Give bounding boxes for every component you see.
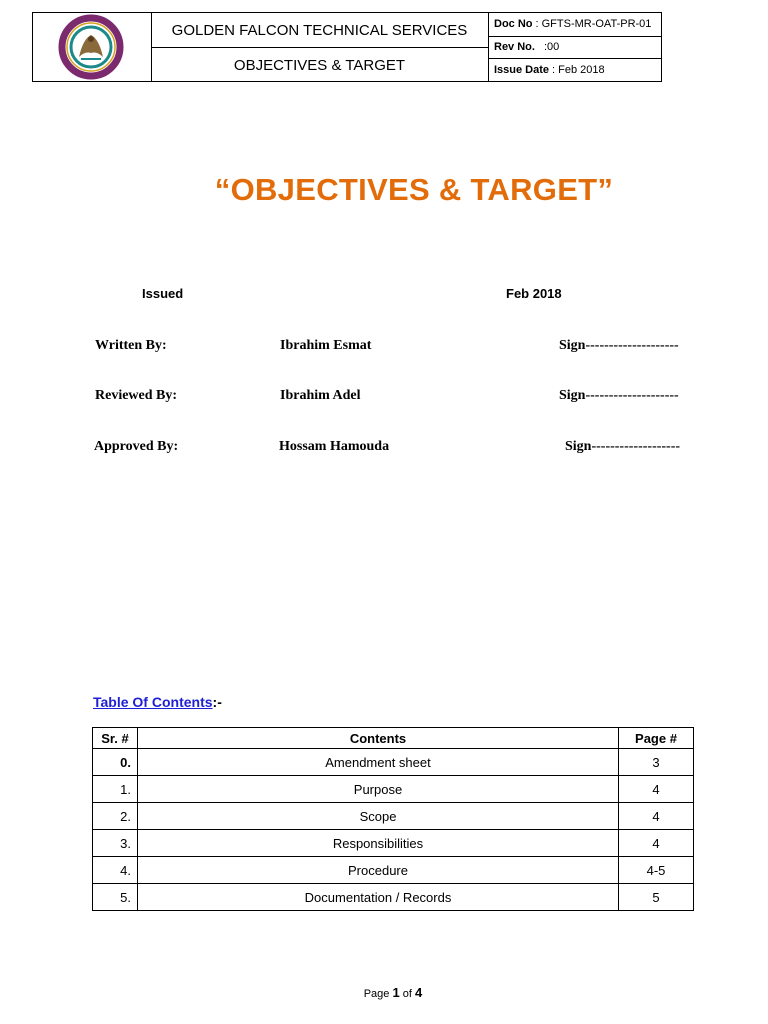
issued-value: Feb 2018 bbox=[506, 286, 562, 301]
toc-heading-suffix: :- bbox=[212, 694, 222, 710]
toc-heading-link[interactable]: Table Of Contents bbox=[93, 694, 213, 710]
toc-page: 4-5 bbox=[619, 857, 694, 884]
doc-no-value: : GFTS-MR-OAT-PR-01 bbox=[535, 18, 652, 31]
footer-current-page: 1 bbox=[392, 985, 400, 1000]
toc-page: 4 bbox=[619, 830, 694, 857]
table-row bbox=[93, 803, 694, 830]
company-logo bbox=[33, 13, 151, 81]
company-name: GOLDEN FALCON TECHNICAL SERVICES bbox=[151, 13, 488, 48]
footer-total-pages: 4 bbox=[415, 985, 423, 1000]
header-meta-cell bbox=[488, 13, 661, 81]
doc-no-row bbox=[488, 13, 661, 36]
col-contents: Contents bbox=[138, 728, 619, 749]
toc-content: Purpose bbox=[138, 776, 619, 803]
toc-content: Scope bbox=[138, 803, 619, 830]
approval-name: Ibrahim Esmat bbox=[280, 338, 372, 353]
table-row bbox=[93, 884, 694, 911]
approval-role: Reviewed By: bbox=[95, 388, 178, 403]
rev-no-label: Rev No. bbox=[494, 41, 535, 54]
col-page: Page # bbox=[619, 728, 694, 749]
toc-page: 4 bbox=[619, 803, 694, 830]
toc-content: Amendment sheet bbox=[138, 749, 619, 776]
page-footer bbox=[0, 985, 768, 1000]
doc-no-label: Doc No bbox=[494, 18, 533, 31]
footer-of: of bbox=[402, 988, 412, 1000]
toc-sr: 4. bbox=[93, 857, 138, 884]
logo-cell bbox=[33, 13, 152, 81]
issue-date-value: : Feb 2018 bbox=[552, 63, 605, 76]
approval-row-reviewed bbox=[94, 388, 694, 408]
approval-sign: Sign-------------------- bbox=[559, 388, 679, 403]
toc-sr: 5. bbox=[93, 884, 138, 911]
issue-date-label: Issue Date bbox=[494, 63, 550, 76]
main-title: “OBJECTIVES & TARGET” bbox=[214, 172, 614, 207]
toc-heading bbox=[93, 694, 222, 710]
approval-row-written bbox=[94, 338, 694, 358]
approval-role: Written By: bbox=[95, 338, 167, 353]
toc-page: 3 bbox=[619, 749, 694, 776]
table-row bbox=[93, 857, 694, 884]
approval-name: Ibrahim Adel bbox=[280, 388, 361, 403]
document-header bbox=[32, 12, 662, 82]
table-row bbox=[93, 776, 694, 803]
header-title-cell bbox=[151, 13, 489, 81]
toc-page: 5 bbox=[619, 884, 694, 911]
issued-label: Issued bbox=[142, 286, 184, 301]
table-row bbox=[93, 830, 694, 857]
toc-content: Documentation / Records bbox=[138, 884, 619, 911]
toc-page: 4 bbox=[619, 776, 694, 803]
toc-content: Responsibilities bbox=[138, 830, 619, 857]
toc-content: Procedure bbox=[138, 857, 619, 884]
header-doc-title: OBJECTIVES & TARGET bbox=[233, 56, 406, 74]
toc-sr: 2. bbox=[93, 803, 138, 830]
footer-prefix: Page bbox=[363, 988, 390, 1000]
issue-date-row bbox=[488, 58, 661, 81]
approval-name: Hossam Hamouda bbox=[279, 439, 390, 454]
table-row bbox=[93, 749, 694, 776]
approval-sign: Sign-------------------- bbox=[559, 338, 679, 353]
toc-sr: 3. bbox=[93, 830, 138, 857]
toc-sr: 0. bbox=[93, 749, 138, 776]
toc-sr: 1. bbox=[93, 776, 138, 803]
approval-role: Approved By: bbox=[94, 439, 179, 454]
rev-no-value: :00 bbox=[543, 41, 560, 54]
toc-header-row bbox=[93, 728, 694, 749]
approval-sign: Sign------------------- bbox=[565, 439, 681, 454]
rev-no-row bbox=[488, 36, 661, 59]
col-sr: Sr. # bbox=[93, 728, 138, 749]
approval-row-approved bbox=[94, 439, 694, 459]
toc-table bbox=[92, 727, 694, 911]
